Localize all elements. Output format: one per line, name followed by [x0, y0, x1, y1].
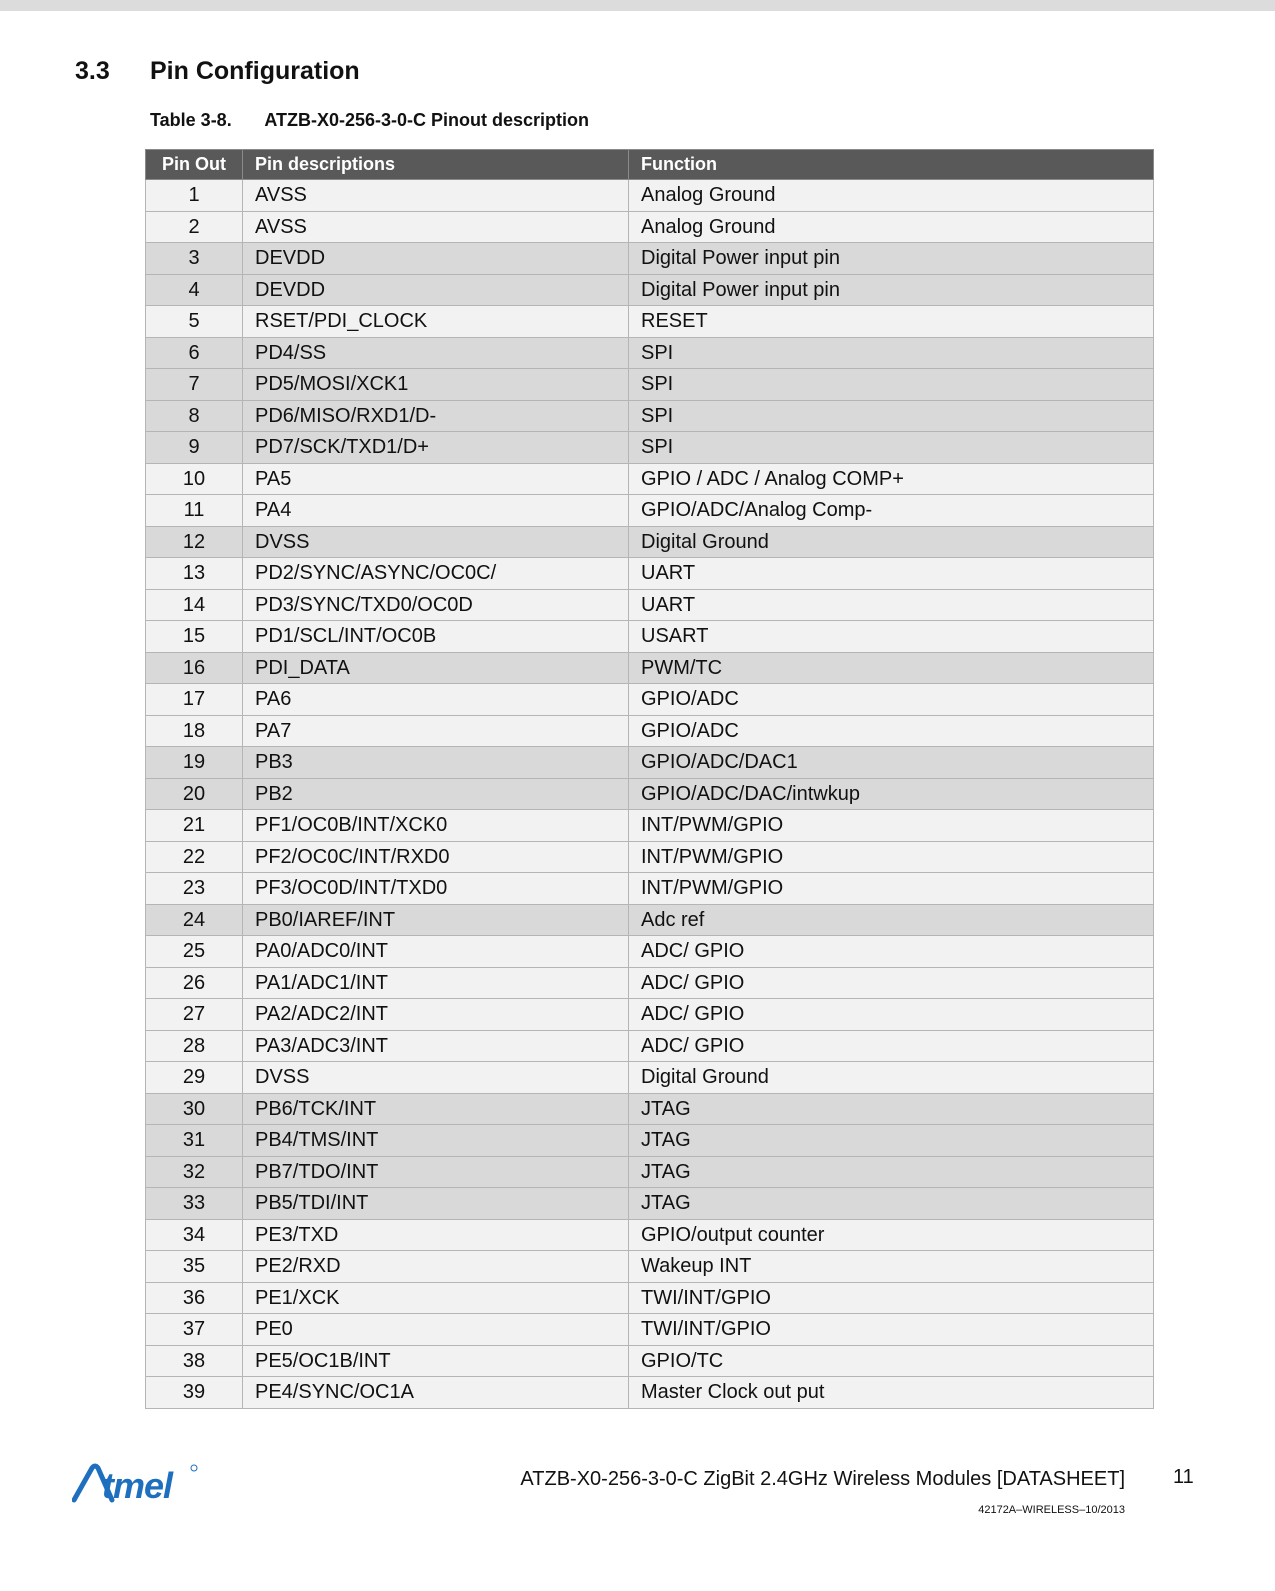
footer-document-title: ATZB-X0-256-3-0-C ZigBit 2.4GHz Wireless Modules [DATASHEET] [520, 1468, 1125, 1490]
function-cell: TWI/INT/GPIO [629, 1282, 1154, 1314]
page-number: 11 [1173, 1466, 1194, 1488]
pin-out-cell: 27 [146, 999, 243, 1031]
pin-out-cell: 25 [146, 936, 243, 968]
pin-out-cell: 23 [146, 873, 243, 905]
table-header-row [146, 150, 1154, 180]
function-cell: GPIO/ADC [629, 715, 1154, 747]
pin-description-cell: PE4/SYNC/OC1A [243, 1377, 629, 1409]
function-cell: ADC/ GPIO [629, 936, 1154, 968]
table-row [146, 841, 1154, 873]
table-row [146, 400, 1154, 432]
pin-description-cell: PE0 [243, 1314, 629, 1346]
pin-out-cell: 22 [146, 841, 243, 873]
function-cell: GPIO/ADC/Analog Comp- [629, 495, 1154, 527]
pin-description-cell: PE1/XCK [243, 1282, 629, 1314]
pin-description-cell: PA4 [243, 495, 629, 527]
pin-description-cell: AVSS [243, 211, 629, 243]
pin-out-cell: 32 [146, 1156, 243, 1188]
pin-description-cell: PB6/TCK/INT [243, 1093, 629, 1125]
function-cell: USART [629, 621, 1154, 653]
pin-description-cell: PA5 [243, 463, 629, 495]
function-cell: GPIO/ADC/DAC1 [629, 747, 1154, 779]
pin-out-cell: 18 [146, 715, 243, 747]
pin-description-cell: PD6/MISO/RXD1/D- [243, 400, 629, 432]
function-cell: GPIO/TC [629, 1345, 1154, 1377]
pin-description-cell: PE5/OC1B/INT [243, 1345, 629, 1377]
table-row [146, 495, 1154, 527]
pin-out-cell: 1 [146, 180, 243, 212]
function-cell: Digital Power input pin [629, 274, 1154, 306]
function-cell: JTAG [629, 1093, 1154, 1125]
table-row [146, 337, 1154, 369]
pin-description-cell: PA7 [243, 715, 629, 747]
function-cell: Digital Ground [629, 526, 1154, 558]
pin-description-cell: PD5/MOSI/XCK1 [243, 369, 629, 401]
footer-document-code: 42172A–WIRELESS–10/2013 [978, 1504, 1125, 1516]
pin-description-cell: PD1/SCL/INT/OC0B [243, 621, 629, 653]
function-cell: ADC/ GPIO [629, 1030, 1154, 1062]
pin-out-cell: 5 [146, 306, 243, 338]
table-row [146, 589, 1154, 621]
pin-description-cell: PB5/TDI/INT [243, 1188, 629, 1220]
function-cell: TWI/INT/GPIO [629, 1314, 1154, 1346]
function-cell: GPIO / ADC / Analog COMP+ [629, 463, 1154, 495]
section-heading [75, 55, 360, 87]
function-cell: PWM/TC [629, 652, 1154, 684]
pin-out-cell: 13 [146, 558, 243, 590]
function-cell: Adc ref [629, 904, 1154, 936]
function-cell: INT/PWM/GPIO [629, 841, 1154, 873]
table-row [146, 1314, 1154, 1346]
function-cell: Analog Ground [629, 211, 1154, 243]
table-caption-number: Table 3-8. [150, 110, 232, 130]
table-row [146, 999, 1154, 1031]
table-row [146, 1093, 1154, 1125]
pin-out-cell: 34 [146, 1219, 243, 1251]
table-row [146, 873, 1154, 905]
pin-out-cell: 28 [146, 1030, 243, 1062]
pin-out-cell: 24 [146, 904, 243, 936]
function-cell: Analog Ground [629, 180, 1154, 212]
table-row [146, 1345, 1154, 1377]
header-function: Function [629, 150, 1154, 180]
pin-description-cell: PA0/ADC0/INT [243, 936, 629, 968]
pin-out-cell: 15 [146, 621, 243, 653]
pin-out-cell: 7 [146, 369, 243, 401]
pin-description-cell: DEVDD [243, 243, 629, 275]
table-row [146, 180, 1154, 212]
pin-out-cell: 35 [146, 1251, 243, 1283]
pin-out-cell: 21 [146, 810, 243, 842]
pinout-table [145, 149, 1154, 1409]
table-caption [150, 110, 589, 131]
function-cell: GPIO/ADC [629, 684, 1154, 716]
section-title: Pin Configuration [150, 56, 360, 85]
table-row [146, 1251, 1154, 1283]
table-row [146, 621, 1154, 653]
pin-out-cell: 17 [146, 684, 243, 716]
pin-description-cell: PD7/SCK/TXD1/D+ [243, 432, 629, 464]
pin-out-cell: 20 [146, 778, 243, 810]
table-row [146, 306, 1154, 338]
table-row [146, 432, 1154, 464]
pin-out-cell: 33 [146, 1188, 243, 1220]
header-pin-out: Pin Out [146, 150, 243, 180]
section-number: 3.3 [75, 56, 110, 85]
table-row [146, 211, 1154, 243]
table-row [146, 747, 1154, 779]
function-cell: Master Clock out put [629, 1377, 1154, 1409]
pin-out-cell: 2 [146, 211, 243, 243]
atmel-logo [72, 1462, 202, 1504]
header-pin-descriptions: Pin descriptions [243, 150, 629, 180]
function-cell: Wakeup INT [629, 1251, 1154, 1283]
pin-out-cell: 19 [146, 747, 243, 779]
pin-out-cell: 3 [146, 243, 243, 275]
pin-out-cell: 4 [146, 274, 243, 306]
function-cell: INT/PWM/GPIO [629, 810, 1154, 842]
pin-out-cell: 12 [146, 526, 243, 558]
function-cell: SPI [629, 337, 1154, 369]
pin-out-cell: 36 [146, 1282, 243, 1314]
pin-description-cell: AVSS [243, 180, 629, 212]
pin-out-cell: 31 [146, 1125, 243, 1157]
pin-description-cell: PF3/OC0D/INT/TXD0 [243, 873, 629, 905]
function-cell: UART [629, 558, 1154, 590]
pin-out-cell: 9 [146, 432, 243, 464]
pin-description-cell: PF1/OC0B/INT/XCK0 [243, 810, 629, 842]
function-cell: INT/PWM/GPIO [629, 873, 1154, 905]
pin-out-cell: 6 [146, 337, 243, 369]
function-cell: SPI [629, 432, 1154, 464]
table-row [146, 1377, 1154, 1409]
top-gray-bar [0, 0, 1275, 11]
table-row [146, 778, 1154, 810]
pin-description-cell: DVSS [243, 526, 629, 558]
function-cell: JTAG [629, 1188, 1154, 1220]
table-row [146, 463, 1154, 495]
pin-out-cell: 8 [146, 400, 243, 432]
pin-description-cell: PA2/ADC2/INT [243, 999, 629, 1031]
table-row [146, 1125, 1154, 1157]
svg-text:tmel: tmel [102, 1465, 173, 1504]
table-row [146, 1188, 1154, 1220]
table-row [146, 1062, 1154, 1094]
function-cell: ADC/ GPIO [629, 967, 1154, 999]
table-row [146, 1219, 1154, 1251]
pin-description-cell: PD2/SYNC/ASYNC/OC0C/ [243, 558, 629, 590]
pin-description-cell: DVSS [243, 1062, 629, 1094]
table-row [146, 652, 1154, 684]
function-cell: GPIO/output counter [629, 1219, 1154, 1251]
table-row [146, 684, 1154, 716]
function-cell: JTAG [629, 1156, 1154, 1188]
table-row [146, 1282, 1154, 1314]
function-cell: GPIO/ADC/DAC/intwkup [629, 778, 1154, 810]
pin-out-cell: 30 [146, 1093, 243, 1125]
pin-description-cell: DEVDD [243, 274, 629, 306]
function-cell: UART [629, 589, 1154, 621]
pin-description-cell: PE2/RXD [243, 1251, 629, 1283]
pin-description-cell: PB3 [243, 747, 629, 779]
pin-out-cell: 26 [146, 967, 243, 999]
table-row [146, 1030, 1154, 1062]
function-cell: SPI [629, 369, 1154, 401]
table-row [146, 904, 1154, 936]
pin-description-cell: PD3/SYNC/TXD0/OC0D [243, 589, 629, 621]
function-cell: JTAG [629, 1125, 1154, 1157]
pin-out-cell: 39 [146, 1377, 243, 1409]
pin-description-cell: PB4/TMS/INT [243, 1125, 629, 1157]
table-row [146, 243, 1154, 275]
pin-description-cell: PA6 [243, 684, 629, 716]
table-row [146, 558, 1154, 590]
pin-description-cell: PB0/IAREF/INT [243, 904, 629, 936]
table-row [146, 274, 1154, 306]
pin-description-cell: PD4/SS [243, 337, 629, 369]
table-row [146, 936, 1154, 968]
pin-out-cell: 16 [146, 652, 243, 684]
pin-description-cell: PDI_DATA [243, 652, 629, 684]
pin-out-cell: 10 [146, 463, 243, 495]
table-row [146, 715, 1154, 747]
pin-out-cell: 37 [146, 1314, 243, 1346]
pin-description-cell: RSET/PDI_CLOCK [243, 306, 629, 338]
pin-description-cell: PB2 [243, 778, 629, 810]
pin-out-cell: 14 [146, 589, 243, 621]
table-caption-title: ATZB-X0-256-3-0-C Pinout description [264, 110, 590, 130]
pin-description-cell: PB7/TDO/INT [243, 1156, 629, 1188]
pin-out-cell: 11 [146, 495, 243, 527]
pin-description-cell: PA3/ADC3/INT [243, 1030, 629, 1062]
pin-out-cell: 38 [146, 1345, 243, 1377]
pin-description-cell: PE3/TXD [243, 1219, 629, 1251]
function-cell: Digital Ground [629, 1062, 1154, 1094]
pin-out-cell: 29 [146, 1062, 243, 1094]
table-row [146, 526, 1154, 558]
pin-description-cell: PF2/OC0C/INT/RXD0 [243, 841, 629, 873]
function-cell: ADC/ GPIO [629, 999, 1154, 1031]
table-row [146, 967, 1154, 999]
table-row [146, 1156, 1154, 1188]
table-row [146, 810, 1154, 842]
function-cell: Digital Power input pin [629, 243, 1154, 275]
table-body [146, 180, 1154, 1409]
function-cell: RESET [629, 306, 1154, 338]
pin-description-cell: PA1/ADC1/INT [243, 967, 629, 999]
table-row [146, 369, 1154, 401]
function-cell: SPI [629, 400, 1154, 432]
